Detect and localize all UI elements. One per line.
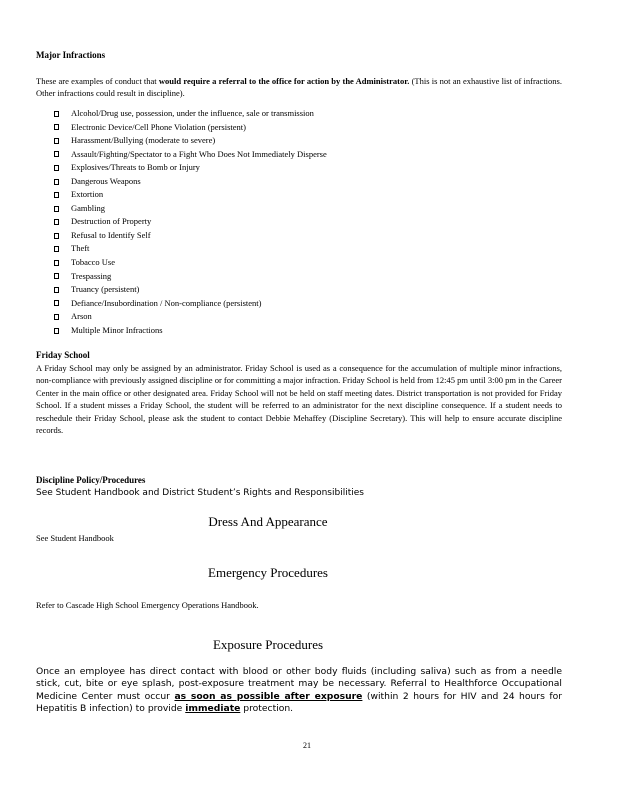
discipline-text: See Student Handbook and District Student’s Rights and Responsibilities xyxy=(36,488,364,498)
friday-school-text: A Friday School may only be assigned by an administrator. Friday School is used as a consequence for the accumulation of multiple minor infractions, non-compliance with previously assigned discipline or for committing a major infraction. Friday School is held from 12:45 pm until 3:00 pm in the Career Center in the main office or other designated area. Friday School will not be held on staff meeting dates. District transportation is not provided for Friday School. If a student misses a Friday School, the student will be referred to an administrator for the next discipline consequence. If a student needs to reschedule their Friday School, please ask the student to contact Debbie Mehaffey (Discipline Secretary). This will help to ensure accurate discipline records. xyxy=(36,363,562,436)
list-item-label: Harassment/Bullying (moderate to severe) xyxy=(71,135,216,146)
dress-heading: Dress And Appearance xyxy=(208,514,328,529)
list-item xyxy=(54,283,327,297)
discipline-heading: Discipline Policy/Procedures xyxy=(36,475,146,485)
list-item xyxy=(54,297,327,311)
list-item-label: Multiple Minor Infractions xyxy=(71,324,163,335)
list-item xyxy=(54,242,327,256)
list-item xyxy=(54,134,327,148)
checkbox-bullet-icon xyxy=(54,328,59,334)
checkbox-bullet-icon xyxy=(54,124,59,130)
checkbox-bullet-icon xyxy=(54,287,59,293)
checkbox-bullet-icon xyxy=(54,138,59,144)
list-item xyxy=(54,270,327,284)
exposure-text-part: protection. xyxy=(240,703,294,715)
checkbox-bullet-icon xyxy=(54,179,59,185)
list-item xyxy=(54,229,327,243)
checkbox-bullet-icon xyxy=(54,233,59,239)
list-item xyxy=(54,148,327,162)
list-item xyxy=(54,107,327,121)
emergency-text: Refer to Cascade High School Emergency Operations Handbook. xyxy=(36,600,259,610)
checkbox-bullet-icon xyxy=(54,219,59,225)
list-item-label: Electronic Device/Cell Phone Violation (persistent) xyxy=(71,121,246,132)
list-item xyxy=(54,188,327,202)
list-item xyxy=(54,310,327,324)
list-item xyxy=(54,175,327,189)
dress-text: See Student Handbook xyxy=(36,533,114,543)
list-item-label: Dangerous Weapons xyxy=(71,175,141,186)
list-item-label: Defiance/Insubordination / Non-compliance (persistent) xyxy=(71,297,262,308)
checkbox-bullet-icon xyxy=(54,273,59,279)
list-item-label: Theft xyxy=(71,243,90,254)
list-item-label: Explosives/Threats to Bomb or Injury xyxy=(71,162,200,173)
list-item-label: Extortion xyxy=(71,189,104,200)
list-item-label: Refusal to Identify Self xyxy=(71,229,151,240)
exposure-heading: Exposure Procedures xyxy=(212,637,324,652)
page-number: 21 xyxy=(303,741,311,750)
exposure-emphasis: as soon as possible after exposure xyxy=(174,690,363,702)
list-item xyxy=(54,324,327,338)
list-item xyxy=(54,215,327,229)
checkbox-bullet-icon xyxy=(54,206,59,212)
list-item xyxy=(54,256,327,270)
infractions-list xyxy=(54,107,327,337)
friday-school-heading: Friday School xyxy=(36,350,90,360)
checkbox-bullet-icon xyxy=(54,260,59,266)
intro-text: These are examples of conduct that xyxy=(36,76,159,86)
intro-note-text: (This is not an exhaustive list of infractions. Other infractions could result in discipline). xyxy=(36,76,562,99)
checkbox-bullet-icon xyxy=(54,246,59,252)
checkbox-bullet-icon xyxy=(54,300,59,306)
list-item-label: Destruction of Property xyxy=(71,216,152,227)
list-item xyxy=(54,121,327,135)
checkbox-bullet-icon xyxy=(54,192,59,198)
list-item-label: Alcohol/Drug use, possession, under the influence, sale or transmission xyxy=(71,108,314,118)
list-item xyxy=(54,161,327,175)
checkbox-bullet-icon xyxy=(54,151,59,157)
exposure-emphasis: immediate xyxy=(185,703,241,715)
exposure-text-part: Once an employee has direct contact with blood or other body fluids (including saliva) such as from a needle stick, cut, bite or eye splash, post-exposure treatment may be necessary. Referral to Healthforce Occupational Medicine Center must occur xyxy=(36,666,562,702)
list-item-label: Arson xyxy=(71,311,92,322)
list-item-label: Tobacco Use xyxy=(71,257,116,268)
emergency-heading: Emergency Procedures xyxy=(208,565,328,580)
list-item xyxy=(54,202,327,216)
intro-bold-text: would require a referral to the office for action by the Administrator. xyxy=(158,76,410,86)
checkbox-bullet-icon xyxy=(54,314,59,320)
checkbox-bullet-icon xyxy=(54,165,59,171)
exposure-text-part: (within 2 hours for HIV and 24 hours for Hepatitis B infection) to provide xyxy=(36,690,562,715)
exposure-text xyxy=(36,666,562,716)
major-infractions-intro xyxy=(36,75,562,100)
list-item-label: Assault/Fighting/Spectator to a Fight Who Does Not Immediately Disperse xyxy=(71,148,327,159)
major-infractions-heading: Major Infractions xyxy=(36,50,106,60)
list-item-label: Gambling xyxy=(71,202,105,213)
list-item-label: Truancy (persistent) xyxy=(71,284,140,295)
checkbox-bullet-icon xyxy=(54,111,59,117)
list-item-label: Trespassing xyxy=(71,270,112,281)
